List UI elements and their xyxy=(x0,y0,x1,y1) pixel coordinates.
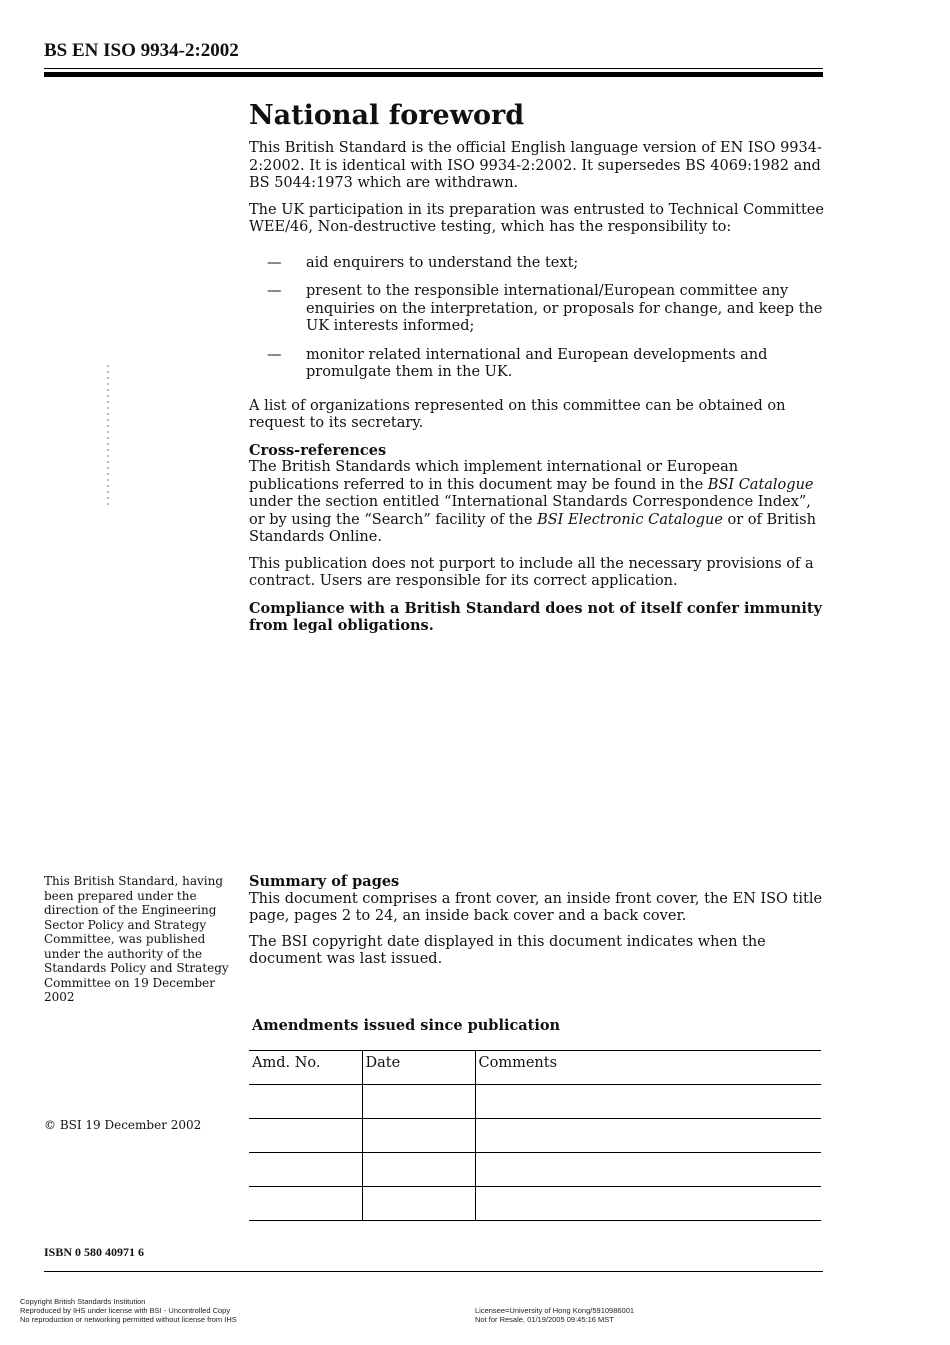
summary-section xyxy=(249,873,829,977)
col-header-amd-no: Amd. No. xyxy=(249,1051,362,1085)
list-item-text: aid enquirers to understand the text; xyxy=(306,254,579,271)
list-dash: — xyxy=(267,346,282,363)
table-row xyxy=(249,1119,821,1153)
copyright-notice: © BSI 19 December 2002 xyxy=(44,1118,202,1132)
margin-mark xyxy=(107,365,109,505)
table-cell xyxy=(475,1085,821,1119)
summary-para-1: This document comprises a front cover, an inside front cover, the EN ISO title page, pages 2 to 24, an inside back cover and a back cover. xyxy=(249,890,823,924)
table-cell xyxy=(475,1153,821,1187)
table-cell xyxy=(249,1187,362,1221)
footer-line: Reproduced by IHS under license with BSI - Uncontrolled Copy xyxy=(20,1306,231,1315)
table-cell xyxy=(249,1153,362,1187)
header-rule-thick xyxy=(44,72,823,77)
crossref-heading: Cross-references xyxy=(249,441,387,459)
footer-license-left xyxy=(20,1297,237,1324)
footer-line: Copyright British Standards Institution xyxy=(20,1297,146,1306)
list-dash: — xyxy=(267,283,282,299)
table-cell xyxy=(362,1187,475,1221)
table-row xyxy=(249,1187,821,1221)
footer-line: No reproduction or networking permitted without license from IHS xyxy=(20,1315,237,1324)
list-dash: — xyxy=(267,254,282,271)
summary-para-2: The BSI copyright date displayed in this document indicates when the document was last issued. xyxy=(249,933,766,967)
page-title: National foreword xyxy=(249,100,525,131)
list-item xyxy=(249,255,824,273)
list-item-text: present to the responsible international/European committee any enquiries on the interpretation, or proposals for change, and keep the UK interests informed; xyxy=(306,283,823,334)
foreword-para-2: The UK participation in its preparation was entrusted to Technical Committee WEE/46, Non-destructive testing, which has the responsibility to: xyxy=(249,201,824,235)
foreword-para-3: A list of organizations represented on this committee can be obtained on request to its secretary. xyxy=(249,397,786,431)
header-rule-thin xyxy=(44,68,823,69)
table-header-row xyxy=(249,1051,821,1085)
crossref-text-e: or of British Standards Online. xyxy=(249,511,816,545)
col-header-date: Date xyxy=(362,1051,475,1085)
table-cell xyxy=(249,1119,362,1153)
foreword-para-1: This British Standard is the official English language version of EN ISO 9934-2:2002. It is identical with ISO 9934-2:2002. It supersedes BS 4069:1982 and BS 5044:1973 which are withdrawn. xyxy=(249,140,822,191)
list-item-text: monitor related international and European developments and promulgate them in the UK. xyxy=(306,346,768,380)
table-row xyxy=(249,1153,821,1187)
foreword-body xyxy=(249,140,824,644)
footer-license-right xyxy=(475,1306,634,1324)
table-cell xyxy=(475,1187,821,1221)
amendments-title: Amendments issued since publication xyxy=(252,1017,561,1034)
footer-rule xyxy=(44,1271,823,1272)
compliance-statement: Compliance with a British Standard does not of itself confer immunity from legal obligations. xyxy=(249,599,822,634)
crossref-text-c: under the section entitled “International Standards Correspondence Index”, or by using the “Search” facility of the xyxy=(249,494,811,528)
footer-line: Licensee=University of Hong Kong/5910986001 xyxy=(475,1306,635,1315)
bsi-catalogue-ref: BSI Catalogue xyxy=(707,476,814,493)
publication-note: This British Standard, having been prepared under the direction of the Engineering Sector Policy and Strategy Committee, was published under the authority of the Standards Policy and Strategy Committee on 19 December 2002 xyxy=(44,874,229,1004)
table-cell xyxy=(362,1085,475,1119)
isbn: ISBN 0 580 40971 6 xyxy=(44,1245,145,1259)
list-item xyxy=(249,283,824,336)
table-cell xyxy=(362,1153,475,1187)
amendments-table xyxy=(249,1050,821,1221)
summary-heading: Summary of pages xyxy=(249,873,400,890)
bsi-electronic-catalogue-ref: BSI Electronic Catalogue xyxy=(537,511,723,528)
crossref-text-a: The British Standards which implement international or European publications referred to in this document may be found in the xyxy=(249,459,739,493)
document-id: BS EN ISO 9934-2:2002 xyxy=(44,40,239,61)
col-header-comments: Comments xyxy=(475,1051,821,1085)
responsibility-list xyxy=(249,255,824,382)
table-cell xyxy=(362,1119,475,1153)
list-item xyxy=(249,347,824,382)
crossref-para xyxy=(249,459,824,547)
table-row xyxy=(249,1085,821,1119)
table-cell xyxy=(249,1085,362,1119)
footer-line: Not for Resale, 01/19/2005 09:45:16 MST xyxy=(475,1315,614,1324)
foreword-para-4: This publication does not purport to include all the necessary provisions of a contract. Users are responsible for its correct application. xyxy=(249,555,814,589)
table-cell xyxy=(475,1119,821,1153)
